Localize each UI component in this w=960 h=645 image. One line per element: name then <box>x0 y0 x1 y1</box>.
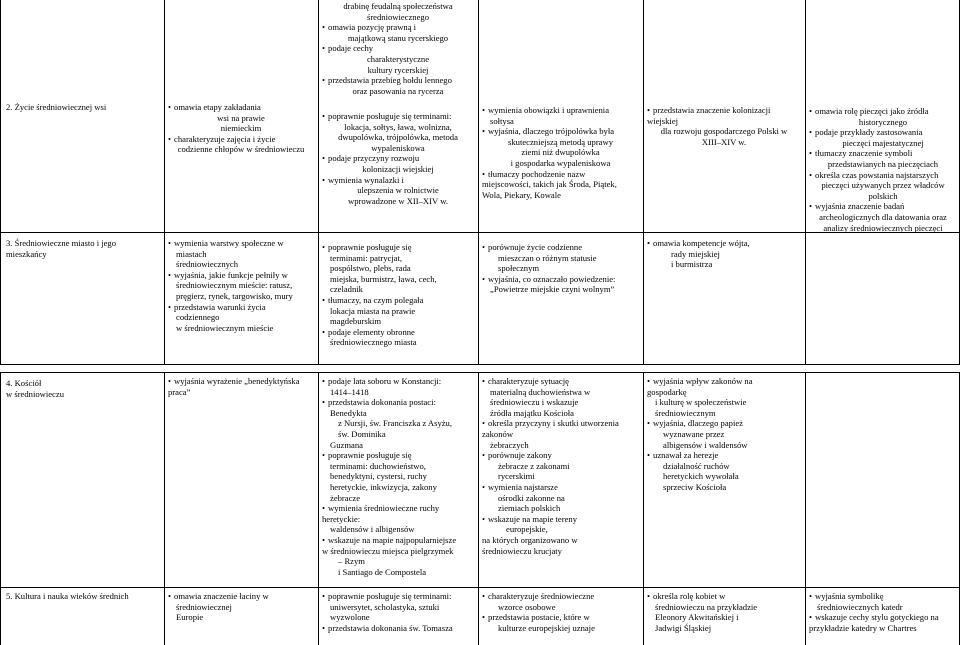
cell-text-line: z Nursji, św. Franciszka z Asyżu, <box>338 418 453 429</box>
cell-text-line: średniowiecznym mieście: ratusz, <box>176 280 293 291</box>
cell-text-line: sołtysa <box>490 115 514 126</box>
cell-text-line: społecznym <box>498 263 540 274</box>
bullet-item: • podaje cechy <box>322 43 474 54</box>
bullet-item: • wyjaśnia symbolikę <box>809 591 957 602</box>
cell-text-line: 1414–1418 <box>330 386 369 397</box>
cell-text-line: XIII–XIV w. <box>701 136 747 147</box>
cell-text-line: średniowieczu na przykładzie <box>655 601 758 612</box>
bullet-item: • przedstawia dokonania św. Tomasza <box>322 623 474 634</box>
cell-text-line: charakterystyczne <box>366 53 430 64</box>
cell-text-line: średniowieczu krucjaty <box>482 545 562 556</box>
grid-line <box>318 0 319 365</box>
cell-text-line: i gospodarka wypaleniskowa <box>510 157 611 168</box>
bullet-item: • omawia kompetencje wójta, <box>647 238 801 249</box>
cell-text-line: kulturze europejskiej uznaje <box>498 622 595 633</box>
requirements-cell <box>647 591 801 633</box>
bullet-item: • określa przyczyny i skutki utworzenia <box>482 418 639 429</box>
bullet-item: • wymienia warstwy społeczne w <box>168 238 314 249</box>
bullet-item: • omawia rolę pieczęci jako źródła <box>809 106 957 117</box>
bullet-item: • wskazuje cechy stylu gotyckiego na <box>809 612 957 623</box>
cell-text-line: średniowieczu i wskazuje <box>490 397 579 408</box>
cell-text-line: żebracze <box>330 492 361 503</box>
bullet-item: • określa czas powstania najstarszych <box>809 170 957 181</box>
bullet-item: • wyjaśnia, dlaczego papież <box>647 418 801 429</box>
requirements-cell <box>482 591 639 633</box>
cell-text-line: heretyckich wywołała <box>663 471 739 482</box>
bullet-item: • omawia etapy zakładania <box>168 102 314 113</box>
cell-text-line: Eleonory Akwitańskiej i <box>655 612 739 623</box>
cell-text-line: miastach <box>176 248 207 259</box>
cell-text-line: codziennego <box>176 312 220 323</box>
grid-line <box>164 372 165 645</box>
cell-text-line: lokacja miasta na prawie <box>330 305 416 316</box>
topic-cell <box>6 102 162 113</box>
bullet-item: • poprawnie posługuje się <box>322 242 474 253</box>
bullet-item: • wymienia obowiązki i uprawnienia <box>482 105 639 116</box>
requirements-cell <box>322 376 474 577</box>
cell-text-line: w średniowiecznym mieście <box>176 322 274 333</box>
requirements-cell <box>482 242 639 295</box>
cell-text-line: Benedykta <box>330 407 367 418</box>
cell-text-line: średniowiecznej <box>176 601 232 612</box>
requirements-cell <box>809 106 957 233</box>
cell-text-line: Wola, Piekary, Kowale <box>482 189 561 200</box>
cell-text-line: 5. Kultura i nauka wieków średnich <box>6 591 129 601</box>
topic-cell <box>6 378 162 399</box>
cell-text-line: 3. Średniowieczne miasto i jego <box>6 238 117 248</box>
cell-text-line: miejska, burmistrz, ława, cech, <box>330 273 437 284</box>
bullet-item: • wyjaśnia wyrażenie „benedyktyńska <box>168 376 314 387</box>
requirements-cell <box>647 238 801 270</box>
bullet-item: • omawia znaczenie łaciny w <box>168 591 314 602</box>
bullet-item: • wymienia najstarsze <box>482 482 639 493</box>
bullet-item: • wymienia wynalazki i <box>322 175 474 186</box>
cell-text-line: wsi na prawie <box>217 112 265 123</box>
cell-text-line: wprowadzone w XII–XIV w. <box>348 195 448 206</box>
bullet-item: • omawia pozycję prawną i <box>322 22 474 33</box>
cell-text-line: – Rzym <box>338 556 365 567</box>
grid-line <box>643 372 644 645</box>
bullet-item: • tłumaczy pochodzenie nazw <box>482 169 639 180</box>
requirements-cell <box>168 591 314 623</box>
cell-text-line: i kulturę w społeczeństwie <box>655 397 747 408</box>
cell-text-line: majątkową stanu rycerskiego <box>347 32 449 43</box>
cell-text-line: w średniowieczu <box>6 388 64 399</box>
cell-text-line: Europie <box>176 612 204 623</box>
bullet-item: • tłumaczy znaczenie symboli <box>809 148 957 159</box>
bullet-item: • poprawnie posługuje się terminami: <box>322 111 474 122</box>
bullet-item: • wyjaśnia, dlaczego trójpolówka była <box>482 126 639 137</box>
bullet-item: • wskazuje na mapie tereny <box>482 514 639 525</box>
cell-text-line: św. Dominika <box>338 428 386 439</box>
cell-text-line: skuteczniejszą metodą uprawy <box>508 136 613 147</box>
cell-text-line: żebraczych <box>490 439 529 450</box>
cell-text-line: heretyckie, inkwizycja, zakony <box>330 481 437 492</box>
requirements-cell <box>809 591 957 633</box>
cell-text-line: ośrodki zakonne na <box>498 492 565 503</box>
bullet-item: • podaje lata soboru w Konstancji: <box>322 376 474 387</box>
cell-text-line: terminami: duchowieństwo, <box>330 460 426 471</box>
cell-text-line: sprzeciw Kościoła <box>663 481 727 492</box>
cell-text-line: i burmistrza <box>671 259 713 270</box>
bullet-item: • przedstawia znaczenie kolonizacji <box>647 105 801 116</box>
cell-text-line: waldensów i albigensów <box>330 524 415 535</box>
cell-text-line: rady miejskiej <box>671 248 720 259</box>
grid-line <box>805 0 806 365</box>
cell-text-line: Jadwigi Śląskiej <box>655 622 712 633</box>
cell-text-line: mieszczan o różnym statusie <box>498 252 597 263</box>
cell-text-line: materialną duchowieństwa w <box>490 386 591 397</box>
bullet-item: • przedstawia przebieg hołdu lennego <box>322 75 474 86</box>
cell-text-line: niemieckim <box>220 123 262 134</box>
cell-text-line: pieczęci majestatycznej <box>842 137 924 148</box>
cell-text-line: gospodarkę <box>647 386 687 397</box>
cell-text-line: codzienne chłopów w średniowieczu <box>177 144 305 155</box>
bullet-item: • uznawał za herezje <box>647 450 801 461</box>
cell-text-line: ziemiach polskich <box>498 503 561 514</box>
cell-text-line: dla rozwoju gospodarczego Polski w <box>660 126 788 137</box>
requirements-cell <box>482 376 639 556</box>
cell-text-line: historycznego <box>858 116 908 127</box>
bullet-item: • wyjaśnia znaczenie badań <box>809 201 957 212</box>
bullet-item: • wskazuje na mapie najpopularniejsze <box>322 535 474 546</box>
cell-text-line: wypaleniskowa <box>371 142 425 153</box>
cell-text-line: zakonów <box>482 428 514 439</box>
cell-text-line: średniowiecznym <box>655 407 716 418</box>
bullet-item: • wyjaśnia wpływ zakonów na <box>647 376 801 387</box>
grid-line <box>643 0 644 365</box>
bullet-item: • poprawnie posługuje się <box>322 450 474 461</box>
cell-text-line: mieszkańcy <box>6 248 47 259</box>
grid-line <box>0 372 960 373</box>
requirements-cell <box>482 105 639 200</box>
bullet-item: • porównuje życie codzienne <box>482 242 639 253</box>
grid-line <box>0 372 1 645</box>
bullet-item: • poprawnie posługuje się terminami: <box>322 591 474 602</box>
cell-text-line: lokacja, sołtys, ława, wolnizna, <box>344 121 452 132</box>
cell-text-line: ulepszenia w rolnictwie <box>357 185 439 196</box>
requirements-cell <box>168 102 314 155</box>
cell-text-line: czeladnik <box>330 284 363 295</box>
bullet-item: • porównuje zakony <box>482 450 639 461</box>
cell-text-line: źródła majątku Kościoła <box>490 407 574 418</box>
cell-text-line: wzorce osobowe <box>498 601 556 612</box>
cell-text-line: 2. Życie średniowiecznej wsi <box>6 102 107 112</box>
bullet-item: • wymienia średniowieczne ruchy <box>322 503 474 514</box>
bullet-item: • charakteryzuje średniowieczne <box>482 591 639 602</box>
grid-line <box>0 587 960 588</box>
grid-line <box>318 372 319 645</box>
bullet-item: • przedstawia dokonania postaci: <box>322 397 474 408</box>
cell-text-line: europejskie, <box>506 524 548 535</box>
requirements-cell <box>322 1 474 96</box>
cell-text-line: działalność ruchów <box>663 460 730 471</box>
cell-text-line: średniowiecznego <box>366 11 430 22</box>
cell-text-line: przedstawianych na pieczęciach <box>827 158 939 169</box>
bullet-item: • przedstawia postacie, które w <box>482 612 639 623</box>
cell-text-line: wyznawane przez <box>663 428 725 439</box>
grid-line <box>478 372 479 645</box>
requirements-cell <box>168 376 314 397</box>
cell-text-line: 4. Kościół <box>6 378 42 388</box>
cell-text-line: kultury rycerskiej <box>367 64 429 75</box>
cell-text-line: „Powietrze miejskie czyni wolnym” <box>490 284 615 295</box>
bullet-item: • podaje przyczyny rozwoju <box>322 153 474 164</box>
requirements-cell <box>322 111 474 206</box>
cell-text-line: albigensów i waldensów <box>663 439 748 450</box>
cell-text-line: średniowiecznych katedr <box>817 601 903 612</box>
cell-text-line: pospólstwo, plebs, rada <box>330 263 411 274</box>
cell-text-line: pręgierz, rynek, targowisko, mury <box>176 290 293 301</box>
cell-text-line: na których organizowano w <box>482 534 578 545</box>
cell-text-line: wyzwolone <box>330 612 370 623</box>
grid-line <box>478 0 479 365</box>
cell-text-line: analizy średniowiecznych pieczęci <box>823 222 943 233</box>
cell-text-line: drabinę feudalną społeczeństwa <box>343 1 453 11</box>
bullet-item: • przedstawia warunki życia <box>168 302 314 313</box>
cell-text-line: ziemi niż dwupolówka <box>521 147 600 158</box>
cell-text-line: archeologicznych dla datowania oraz <box>819 211 947 222</box>
grid-line <box>805 372 806 645</box>
requirements-cell <box>322 242 474 348</box>
topic-cell <box>6 591 162 602</box>
cell-text-line: rycerskimi <box>498 471 535 482</box>
grid-line <box>0 0 1 365</box>
cell-text-line: magdeburskim <box>330 316 382 327</box>
cell-text-line: i Santiago de Compostela <box>338 566 427 577</box>
cell-text-line: uniwersytet, scholastyka, sztuki <box>330 601 440 612</box>
requirements-cell <box>647 105 801 147</box>
cell-text-line: benedyktyni, cystersi, ruchy <box>330 471 427 482</box>
bullet-item: • podaje elementy obronne <box>322 327 474 338</box>
cell-text-line: przykładzie katedry w Chartres <box>809 622 917 633</box>
cell-text-line: pieczęci używanych przez władców <box>821 180 945 191</box>
bullet-item: • wyjaśnia, co oznaczało powiedzenie: <box>482 274 639 285</box>
bullet-item: • charakteryzuje sytuację <box>482 376 639 387</box>
topic-cell <box>6 238 162 259</box>
grid-line <box>0 364 960 365</box>
bullet-item: • charakteryzuje zajęcia i życie <box>168 134 314 145</box>
grid-line <box>164 0 165 365</box>
cell-text-line: średniowiecznych <box>176 259 239 270</box>
cell-text-line: średniowiecznego miasta <box>330 337 417 348</box>
cell-text-line: żebracze z zakonami <box>498 460 570 471</box>
requirements-cell <box>168 238 314 333</box>
cell-text-line: wiejskiej <box>647 115 679 126</box>
cell-text-line: w średniowieczu miejsca pielgrzymek <box>322 545 454 556</box>
cell-text-line: praca” <box>168 386 191 397</box>
requirements-cell <box>647 376 801 493</box>
bullet-item: • wyjaśnia, jakie funkcje pełniły w <box>168 270 314 281</box>
cell-text-line: polskich <box>868 190 898 201</box>
cell-text-line: miejscowości, takich jak Środa, Piątek, <box>482 179 617 190</box>
cell-text-line: heretyckie: <box>322 513 361 524</box>
cell-text-line: oraz pasowania na rycerza <box>352 85 444 96</box>
bullet-item: • określa rolę kobiet w <box>647 591 801 602</box>
cell-text-line: Guzmana <box>330 439 363 450</box>
cell-text-line: dwupolówka, trójpolówka, metoda <box>338 132 458 143</box>
cell-text-line: terminami: patrycjat, <box>330 252 403 263</box>
requirements-cell <box>322 591 474 633</box>
cell-text-line: kolonizacji wiejskiej <box>362 163 434 174</box>
bullet-item: • tłumaczy, na czym polegała <box>322 295 474 306</box>
bullet-item: • podaje przykłady zastosowania <box>809 127 957 138</box>
